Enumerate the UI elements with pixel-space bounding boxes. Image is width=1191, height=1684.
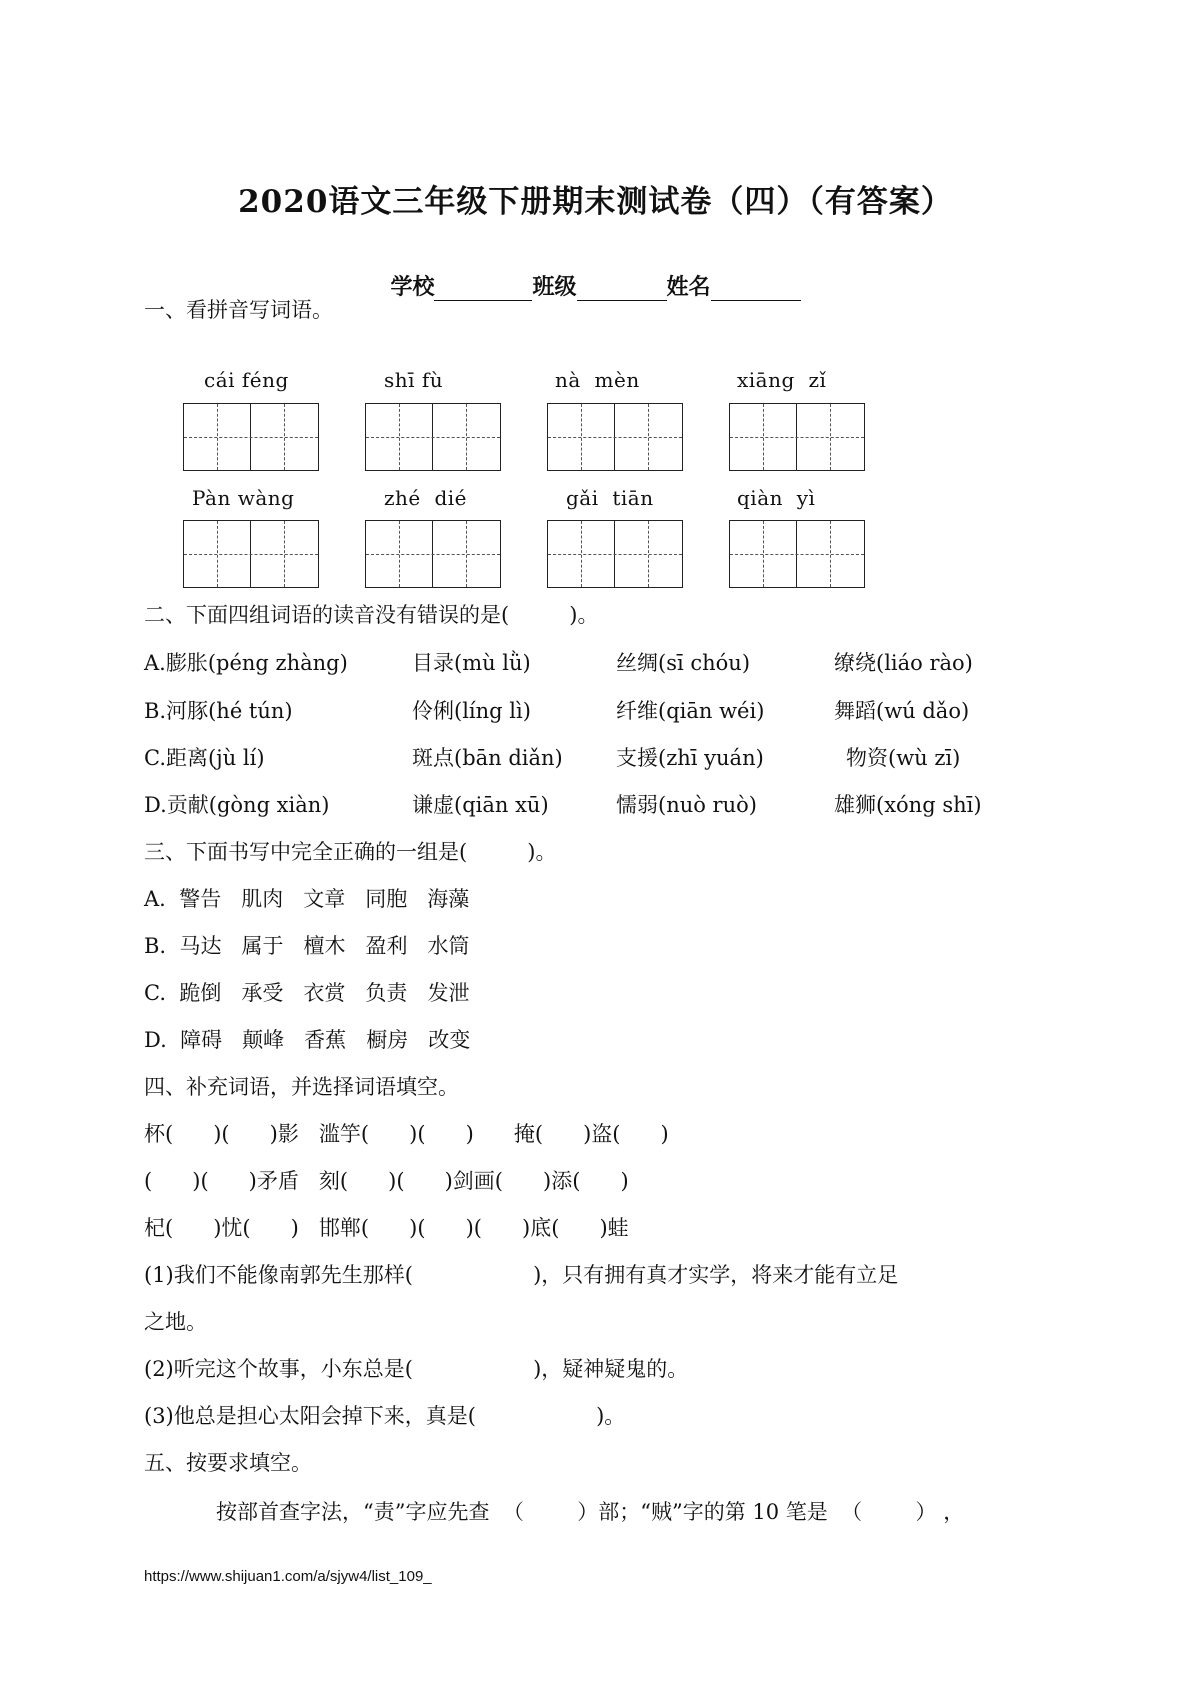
section5-heading: 五、按要求填空。 bbox=[144, 1451, 312, 1475]
question-1-continued: 之地。 bbox=[144, 1310, 207, 1334]
pinyin-gai-tian: gǎi tiān bbox=[566, 486, 654, 510]
option-b-word-2: 伶俐(líng lì) bbox=[412, 699, 531, 723]
answer-grid-xiang-zi[interactable] bbox=[729, 403, 865, 471]
option-d-word-3: 懦弱(nuò ruò) bbox=[616, 793, 757, 817]
pinyin-shi-fu: shī fù bbox=[384, 368, 444, 392]
page-title: 2020语文三年级下册期末测试卷（四）（有答案） bbox=[238, 184, 953, 220]
question-2: (2)听完这个故事，小东总是( )，疑神疑鬼的。 bbox=[144, 1357, 689, 1381]
school-blank[interactable] bbox=[434, 278, 532, 301]
idiom-row-1: 杯( )( )影 滥竽( )( ) 掩( )盗( ) bbox=[144, 1122, 669, 1146]
option-c-word-4: 物资(wù zī) bbox=[846, 746, 961, 770]
section3-option-b: B. 马达 属于 檀木 盈利 水筒 bbox=[144, 934, 470, 958]
footer-url: https://www.shijuan1.com/a/sjyw4/list_109_ bbox=[144, 1568, 432, 1585]
idiom-row-2: ( )( )矛盾 刻( )( )剑画( )添( ) bbox=[144, 1169, 629, 1193]
answer-grid-cai-feng[interactable] bbox=[183, 403, 319, 471]
class-label: 班级 bbox=[532, 274, 577, 300]
option-a-word-4: 缭绕(liáo rào) bbox=[834, 651, 973, 675]
name-blank[interactable] bbox=[711, 278, 801, 301]
answer-grid-qian-yi[interactable] bbox=[729, 520, 865, 588]
option-a-word-2: 目录(mù lǜ) bbox=[412, 651, 531, 675]
question-1: (1)我们不能像南郭先生那样( )，只有拥有真才实学，将来才能有立足 bbox=[144, 1263, 899, 1287]
answer-grid-shi-fu[interactable] bbox=[365, 403, 501, 471]
section4-heading: 四、补充词语，并选择词语填空。 bbox=[144, 1075, 459, 1099]
school-label: 学校 bbox=[390, 274, 435, 300]
pinyin-pan-wang: Pàn wàng bbox=[192, 486, 295, 510]
option-c-word-1: C.距离(jù lí) bbox=[144, 746, 265, 770]
pinyin-qian-yi: qiàn yì bbox=[737, 486, 816, 510]
option-b-word-4: 舞蹈(wú dǎo) bbox=[834, 699, 970, 723]
option-b-word-3: 纤维(qiān wéi) bbox=[616, 699, 765, 723]
pinyin-cai-feng: cái féng bbox=[204, 368, 289, 392]
section1-heading: 一、看拼音写词语。 bbox=[144, 298, 333, 322]
section3-option-d: D. 障碍 颠峰 香蕉 橱房 改变 bbox=[144, 1028, 471, 1052]
option-c-word-2: 斑点(bān diǎn) bbox=[412, 746, 563, 770]
answer-grid-zhe-die[interactable] bbox=[365, 520, 501, 588]
option-a-word-3: 丝绸(sī chóu) bbox=[616, 651, 751, 675]
class-blank[interactable] bbox=[577, 278, 667, 301]
option-d-word-1: D.贡献(gòng xiàn) bbox=[144, 793, 330, 817]
section5-line-1: 按部首查字法，“责”字应先查 （ ）部；“贼”字的第 10 笔是 （ ） ， bbox=[216, 1500, 965, 1524]
option-a-word-1: A.膨胀(péng zhàng) bbox=[144, 651, 348, 675]
pinyin-na-men: nà mèn bbox=[555, 368, 640, 392]
pinyin-xiang-zi: xiāng zǐ bbox=[737, 368, 827, 392]
option-b-word-1: B.河豚(hé tún) bbox=[144, 699, 293, 723]
option-c-word-3: 支援(zhī yuán) bbox=[616, 746, 764, 770]
option-d-word-4: 雄狮(xóng shī) bbox=[834, 793, 982, 817]
section3-option-a: A. 警告 肌肉 文章 同胞 海藻 bbox=[144, 887, 470, 911]
answer-grid-gai-tian[interactable] bbox=[547, 520, 683, 588]
question-3: (3)他总是担心太阳会掉下来，真是( )。 bbox=[144, 1404, 626, 1428]
name-label: 姓名 bbox=[666, 274, 711, 300]
answer-grid-na-men[interactable] bbox=[547, 403, 683, 471]
idiom-row-3: 杞( )忧( ) 邯郸( )( )( )底( )蛙 bbox=[144, 1216, 629, 1240]
pinyin-zhe-die: zhé dié bbox=[384, 486, 468, 510]
option-d-word-2: 谦虚(qiān xū) bbox=[412, 793, 549, 817]
answer-grid-pan-wang[interactable] bbox=[183, 520, 319, 588]
section2-heading: 二、下面四组词语的读音没有错误的是( )。 bbox=[144, 603, 599, 627]
section3-heading: 三、下面书写中完全正确的一组是( )。 bbox=[144, 840, 557, 864]
section3-option-c: C. 跪倒 承受 衣赏 负责 发泄 bbox=[144, 981, 470, 1005]
